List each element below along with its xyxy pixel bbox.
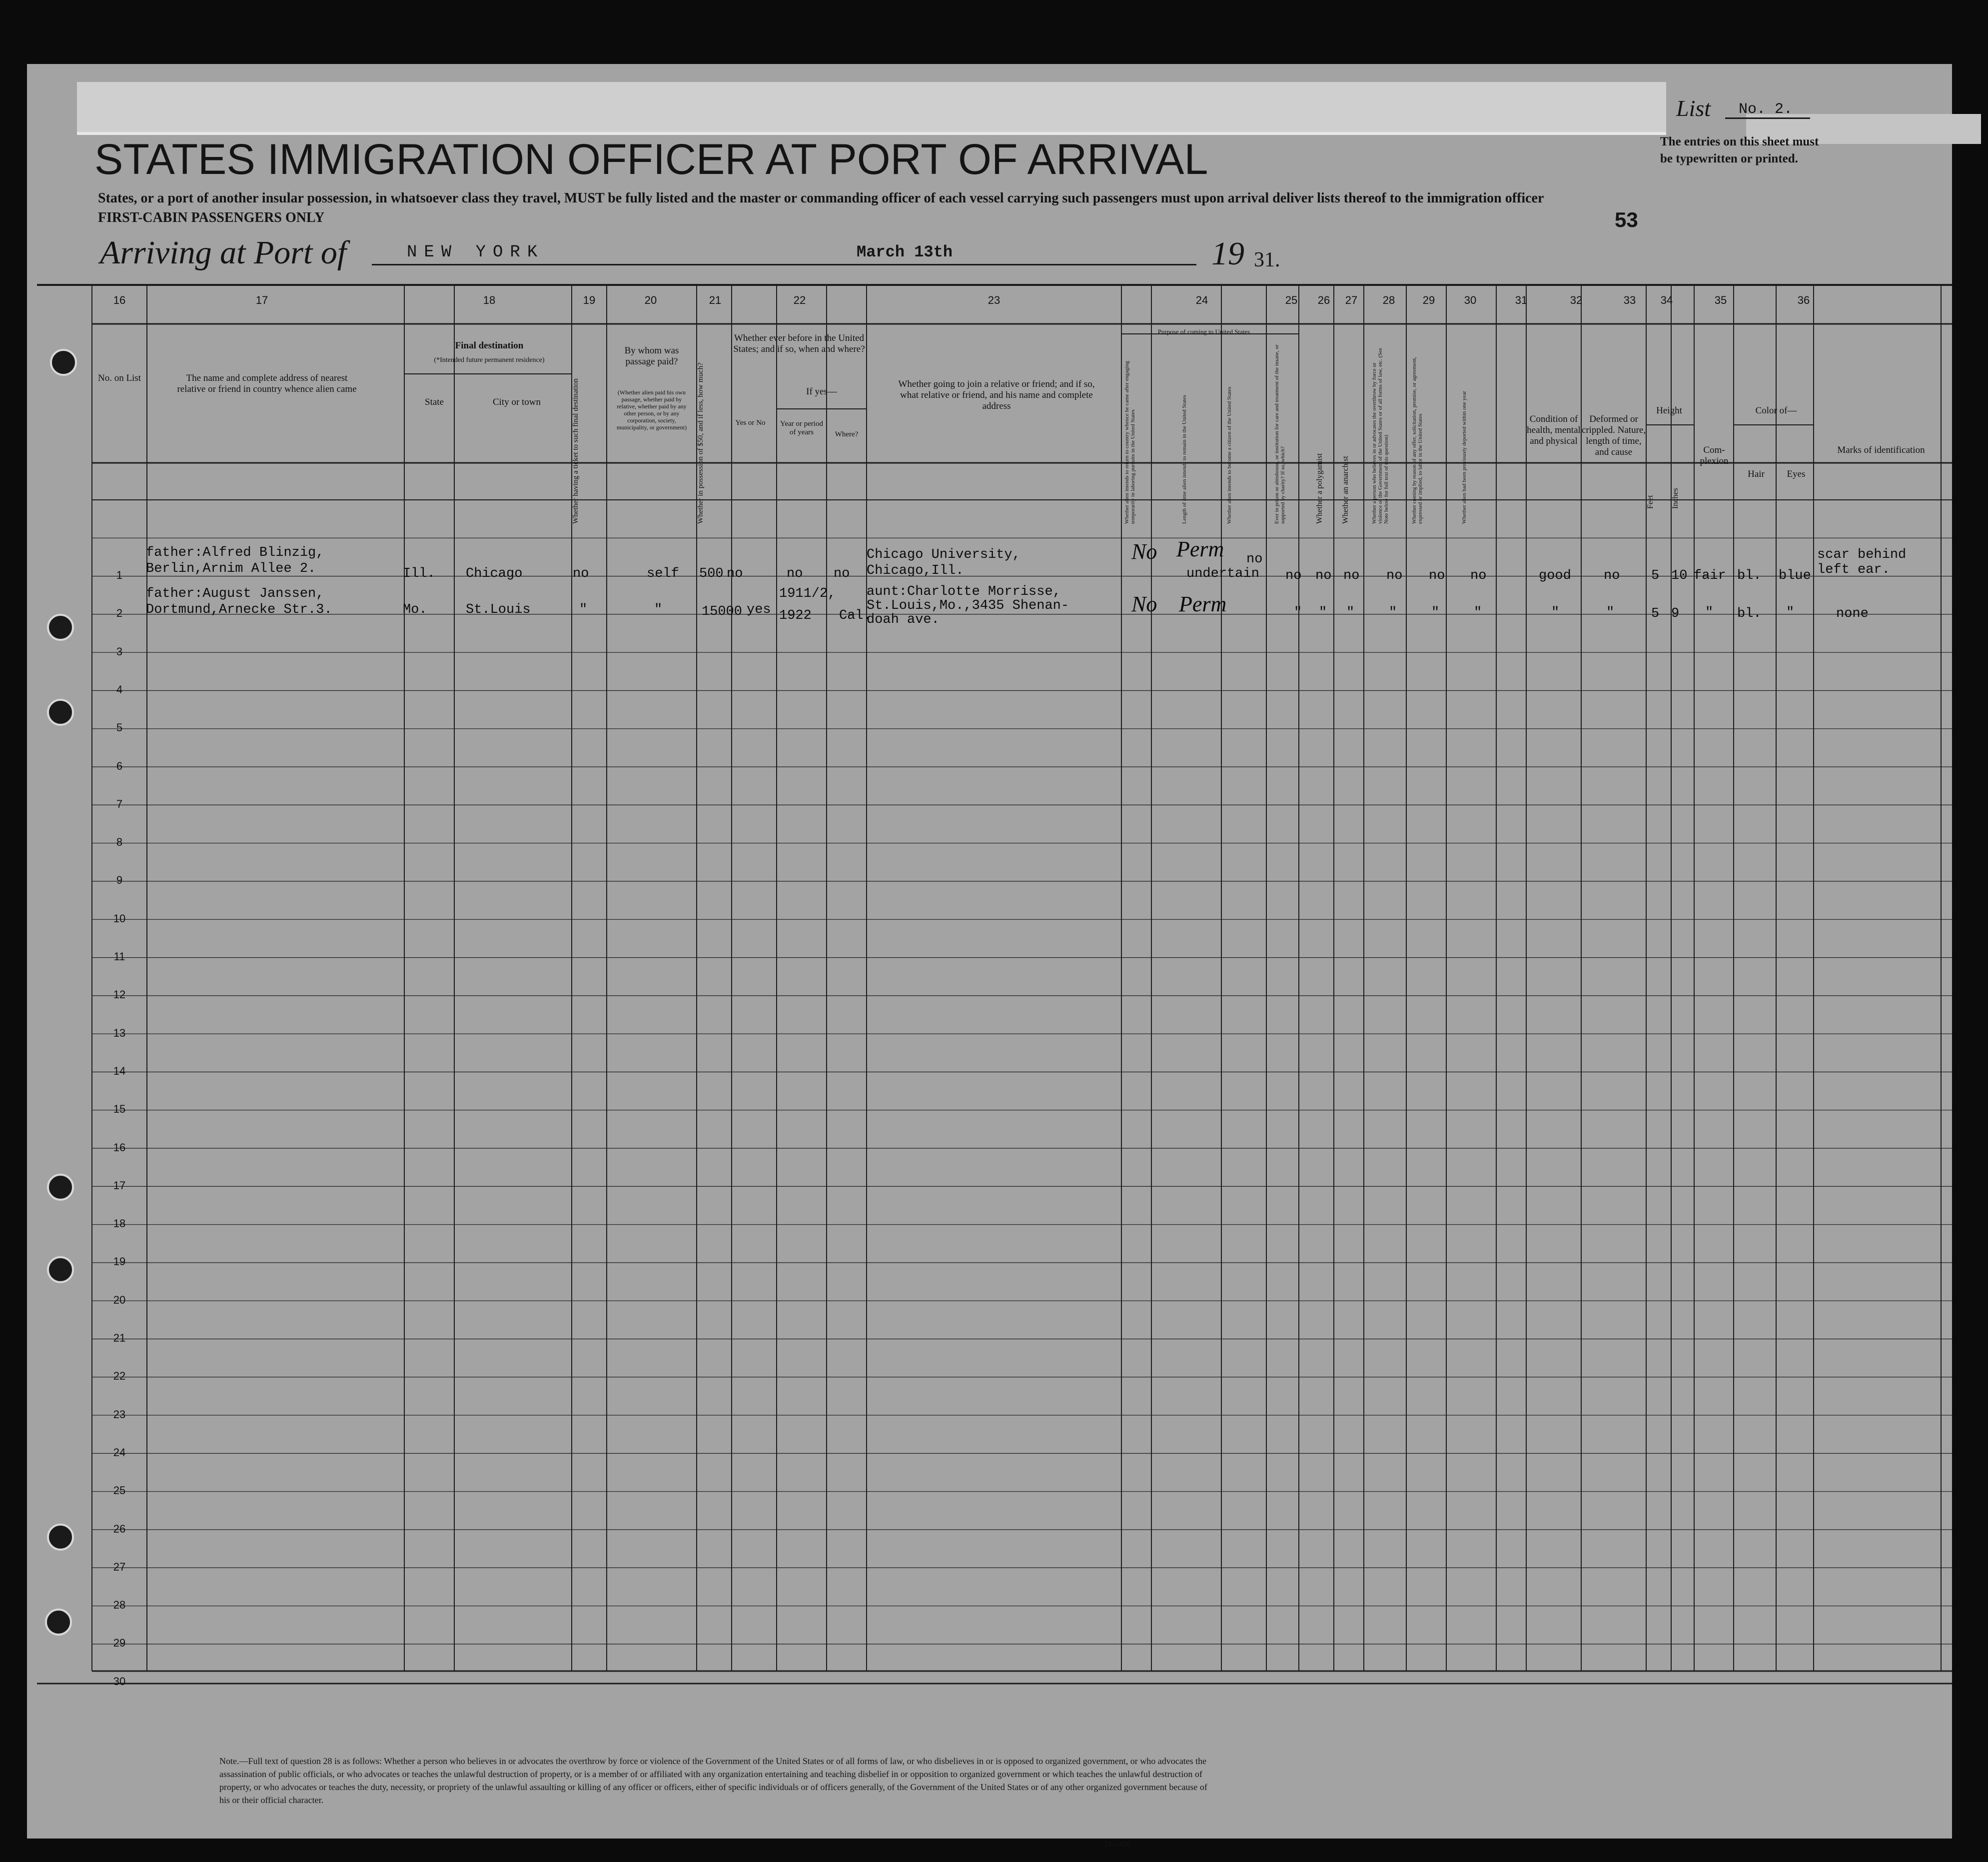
row-number: 18 bbox=[113, 1217, 126, 1230]
row-number: 29 bbox=[113, 1637, 126, 1650]
list-label: List bbox=[1676, 95, 1711, 121]
row2-joining-line1: aunt:Charlotte Morrisse, bbox=[867, 584, 1061, 599]
row2-year-line2: 1922 bbox=[779, 608, 812, 623]
row-number: 25 bbox=[113, 1484, 126, 1497]
row2-ever-before: yes bbox=[747, 602, 771, 617]
header-yes-or-no: Yes or No bbox=[735, 419, 766, 427]
header-joining: Whether going to join a relative or friend; and if so, what relative or friend, and his name and complete address bbox=[898, 379, 1095, 411]
row-number: 17 bbox=[113, 1179, 126, 1192]
row2-offer: " bbox=[1431, 605, 1440, 620]
row2-joining-line3: doah ave. bbox=[867, 612, 940, 627]
form-grid bbox=[27, 64, 1952, 1839]
header-deported: Whether alien had been previously deported within one year bbox=[1461, 391, 1467, 524]
header-polygamist: Whether a polygamist bbox=[1315, 453, 1324, 524]
column-number: 31 bbox=[1515, 294, 1528, 306]
binder-hole bbox=[47, 614, 74, 641]
row1-ticket: no bbox=[573, 566, 589, 581]
header-complexion: Com-plexion bbox=[1700, 445, 1729, 466]
row1-eyes: blue bbox=[1779, 568, 1811, 583]
row-number: 5 bbox=[116, 721, 123, 734]
column-number: 28 bbox=[1382, 294, 1395, 306]
row1-joining-line2: Chicago,Ill. bbox=[867, 563, 964, 578]
row-number: 26 bbox=[113, 1522, 126, 1535]
row1-paid-by: self bbox=[647, 566, 679, 581]
row-number: 23 bbox=[113, 1408, 126, 1421]
header-color-of: Color of— bbox=[1755, 405, 1797, 416]
row2-city: St.Louis bbox=[466, 602, 531, 617]
binder-hole bbox=[45, 1609, 72, 1636]
row1-relative-line2: Berlin,Arnim Allee 2. bbox=[146, 561, 316, 576]
row1-polygamist: no bbox=[1315, 568, 1332, 583]
row2-deformed: " bbox=[1606, 605, 1615, 620]
row2-polygamist: " bbox=[1319, 605, 1327, 620]
header-health: Condition of health, mental and physical bbox=[1527, 414, 1581, 446]
row1-complexion: fair bbox=[1694, 568, 1726, 583]
row2-ticket: " bbox=[579, 602, 588, 617]
typewritten-instruction-2: be typewritten or printed. bbox=[1660, 152, 1798, 165]
header-anarchist: Whether an anarchist bbox=[1341, 456, 1350, 524]
row-number: 1 bbox=[116, 569, 123, 581]
row2-where: Cal. bbox=[839, 608, 872, 623]
column-number: 23 bbox=[988, 294, 1000, 306]
row1-hair: bl. bbox=[1737, 568, 1762, 583]
row1-prison: no bbox=[1285, 568, 1302, 583]
header-marks: Marks of identification bbox=[1837, 445, 1925, 455]
row1-anarchist: no bbox=[1343, 568, 1360, 583]
form-number: 14—420 bbox=[1104, 1840, 1130, 1848]
header-overthrow: Whether a person who believes in or advocates the overthrow by force or violence of the Government of the United States or of all forms of law, etc. (See Note below for full text of this question) bbox=[1371, 347, 1389, 524]
row-number: 12 bbox=[113, 988, 126, 1001]
row-number: 13 bbox=[113, 1026, 126, 1039]
row-number: 8 bbox=[116, 836, 123, 849]
row2-prison: " bbox=[1294, 605, 1302, 620]
row1-purpose-return: No bbox=[1131, 539, 1157, 564]
row1-ever-before: no bbox=[727, 566, 743, 581]
binder-hole bbox=[47, 1524, 74, 1551]
column-number: 27 bbox=[1345, 294, 1358, 306]
row1-feet: 5 bbox=[1651, 568, 1660, 583]
header-coming-by-offer: Whether coming by reason of any offer, solicitation, promise, or agreement, expressed or implied, to labor in the United States bbox=[1411, 356, 1423, 524]
column-number: 34 bbox=[1660, 294, 1673, 306]
column-number: 16 bbox=[113, 294, 126, 306]
header-if-yes: If yes— bbox=[806, 386, 837, 397]
binder-hole bbox=[47, 699, 74, 726]
row2-complexion: " bbox=[1705, 605, 1714, 620]
row2-health: " bbox=[1551, 605, 1560, 620]
row1-length-typed: undertain bbox=[1186, 566, 1259, 581]
row-number: 27 bbox=[113, 1560, 126, 1573]
row1-health: good bbox=[1539, 568, 1571, 583]
row1-joining-line1: Chicago University, bbox=[867, 547, 1020, 562]
header-citizen: Whether alien intends to become a citizen of the United States bbox=[1226, 386, 1232, 524]
row1-inches: 10 bbox=[1671, 568, 1688, 583]
port-value: NEW YORK bbox=[407, 243, 545, 262]
row1-relative-line1: father:Alfred Blinzig, bbox=[146, 545, 324, 560]
header-inches: Inches bbox=[1671, 488, 1680, 509]
header-final-destination-note: (*Intended future permanent residence) bbox=[434, 356, 545, 364]
header-money: Whether in possession of $50, and if less, how much? bbox=[697, 362, 705, 524]
subtitle-instructions: States, or a port of another insular possession, in whatsoever class they travel, MUST be fully listed and the master or commanding officer of each vessel carrying such passengers must upon arrival deliver lists thereof to the immigration officer bbox=[98, 190, 1544, 206]
column-number: 29 bbox=[1422, 294, 1435, 306]
row2-anarchist: " bbox=[1346, 605, 1355, 620]
row-number: 16 bbox=[113, 1141, 126, 1154]
header-no-on-list: No. on List bbox=[97, 373, 141, 383]
header-height: Height bbox=[1656, 405, 1682, 416]
binder-hole bbox=[47, 1174, 74, 1201]
row2-inches: 9 bbox=[1671, 606, 1680, 621]
row-number: 9 bbox=[116, 874, 123, 887]
header-ticket: Whether having a ticket to such final destination bbox=[572, 378, 580, 524]
column-number: 30 bbox=[1464, 294, 1477, 306]
column-number: 21 bbox=[709, 294, 722, 306]
row1-marks-line2: left ear. bbox=[1817, 562, 1890, 577]
row1-deported: no bbox=[1470, 568, 1487, 583]
column-number: 32 bbox=[1570, 294, 1583, 306]
header-purpose-return: Whether alien intends to return to country whence he came after engaging temporarily in laboring pursuits in the United States bbox=[1124, 361, 1136, 524]
row1-citizen: no bbox=[1246, 552, 1263, 567]
row2-state: Mo. bbox=[403, 602, 427, 617]
row2-paid-by: " bbox=[654, 602, 663, 617]
row-number: 22 bbox=[113, 1370, 126, 1383]
header-prison: Ever in prison or almshouse, or institution for care and treatment of the insane, or supported by charity? If so, which? bbox=[1274, 344, 1286, 524]
row-number: 6 bbox=[116, 759, 123, 772]
row2-marks: none bbox=[1836, 606, 1869, 621]
row-number: 28 bbox=[113, 1599, 126, 1612]
header-state: State bbox=[425, 397, 444, 407]
row2-hair: bl. bbox=[1737, 606, 1762, 621]
column-number: 33 bbox=[1623, 294, 1636, 306]
row2-overthrow: " bbox=[1389, 605, 1397, 620]
column-number: 22 bbox=[793, 294, 806, 306]
year-value: 31. bbox=[1254, 248, 1280, 271]
header-by-whom: By whom was passage paid? bbox=[624, 345, 679, 367]
row2-feet: 5 bbox=[1651, 606, 1660, 621]
row-number: 21 bbox=[113, 1332, 126, 1344]
row-number: 15 bbox=[113, 1103, 126, 1116]
row1-city: Chicago bbox=[466, 566, 523, 581]
row1-overthrow: no bbox=[1386, 568, 1403, 583]
header-purpose: Purpose of coming to United States bbox=[1157, 328, 1250, 335]
header-relative-address: The name and complete address of nearest relative or friend in country whence alien came bbox=[177, 373, 357, 394]
row-number: 3 bbox=[116, 645, 123, 658]
manifest-sheet bbox=[27, 64, 1952, 1848]
row1-deformed: no bbox=[1604, 568, 1620, 583]
row2-relative-line1: father:August Janssen, bbox=[146, 586, 324, 601]
column-number: 25 bbox=[1285, 294, 1298, 306]
column-number: 24 bbox=[1195, 294, 1208, 306]
row1-length-of-stay: Perm bbox=[1176, 537, 1224, 561]
binder-hole bbox=[47, 1256, 74, 1283]
header-eyes: Eyes bbox=[1787, 469, 1806, 479]
row2-eyes: " bbox=[1786, 605, 1795, 620]
row2-deported: " bbox=[1474, 605, 1482, 620]
header-by-whom-note: (Whether alien paid his own passage, whether paid by relative, whether paid by any other person, or by any corporation, society, municipality, or government) bbox=[616, 389, 687, 431]
list-number: No. 2. bbox=[1739, 101, 1793, 118]
row2-money: 15000 bbox=[702, 604, 743, 619]
header-feet: Feet bbox=[1646, 495, 1655, 509]
row-number: 7 bbox=[116, 797, 123, 810]
year-prefix: 19 bbox=[1211, 235, 1244, 272]
row1-where: no bbox=[834, 566, 850, 581]
header-year-or-period: Year or period of years bbox=[780, 420, 823, 436]
column-number: 26 bbox=[1317, 294, 1330, 306]
row1-money: 500 bbox=[699, 566, 724, 581]
row-number: 20 bbox=[113, 1293, 126, 1306]
header-city: City or town bbox=[492, 397, 541, 407]
column-number: 35 bbox=[1714, 294, 1727, 306]
row2-length-of-stay: Perm bbox=[1179, 592, 1227, 616]
header-ever-before: Whether ever before in the United States; and if so, when and where? bbox=[733, 333, 865, 354]
column-number: 36 bbox=[1797, 294, 1810, 306]
row-number: 24 bbox=[113, 1446, 126, 1459]
header-where: Where? bbox=[835, 430, 859, 438]
footnote-question-28: Note.—Full text of question 28 is as follows: Whether a person who believes in or advocates the overthrow by force or violence of the Government of the United States or of all forms of law, or who disbelieves in or is opposed to organized government, or who advocates the assassination of public officials, or who advocates or teaches the unlawful destruction of property, or is a member of or affiliated with any organization entertaining and teaching disbelief in or opposition to organized government or which teaches the unlawful destruction of property, or who advocates or teaches the duty, necessity, or propriety of the unlawful assaulting or killing of any officer or officers, either of specific individuals or of officers generally, of the Government of the United States or of any other organized government because of his or their official character. bbox=[219, 1756, 1207, 1805]
header-hair: Hair bbox=[1748, 469, 1765, 479]
header-final-destination: Final destination bbox=[455, 340, 524, 351]
page-number: 53 bbox=[1615, 208, 1638, 231]
header-deformed: Deformed or crippled. Nature, length of time, and cause bbox=[1581, 414, 1646, 457]
row2-relative-line2: Dortmund,Arnecke Str.3. bbox=[146, 602, 332, 617]
column-number: 17 bbox=[255, 294, 268, 306]
binder-hole bbox=[50, 349, 77, 376]
subtitle-class: FIRST-CABIN PASSENGERS ONLY bbox=[98, 210, 325, 225]
arriving-label: Arriving at Port of bbox=[100, 234, 347, 271]
row-number: 19 bbox=[113, 1255, 126, 1268]
row-number: 14 bbox=[113, 1064, 126, 1077]
page-title: STATES IMMIGRATION OFFICER AT PORT OF ARRIVAL bbox=[94, 135, 1208, 183]
row-number: 10 bbox=[113, 912, 126, 925]
row-number: 2 bbox=[116, 607, 123, 620]
row1-year: no bbox=[787, 566, 803, 581]
date-value: March 13th bbox=[857, 243, 953, 261]
column-number: 19 bbox=[583, 294, 596, 306]
row2-joining-line2: St.Louis,Mo.,3435 Shenan- bbox=[867, 598, 1069, 613]
typewritten-instruction: The entries on this sheet must bbox=[1660, 135, 1819, 148]
row2-year-line1: 1911/2, bbox=[779, 586, 836, 601]
row1-marks-line1: scar behind bbox=[1817, 547, 1907, 562]
row2-purpose-return: No bbox=[1131, 592, 1157, 616]
header-length-of-stay: Length of time alien intends to remain in the United States bbox=[1181, 395, 1187, 524]
row1-offer: no bbox=[1429, 568, 1445, 583]
row-number: 4 bbox=[116, 683, 123, 696]
row-number: 11 bbox=[113, 950, 125, 963]
column-number: 20 bbox=[644, 294, 657, 306]
row-number: 30 bbox=[113, 1675, 126, 1688]
row1-state: Ill. bbox=[403, 566, 435, 581]
column-number: 18 bbox=[483, 294, 496, 306]
